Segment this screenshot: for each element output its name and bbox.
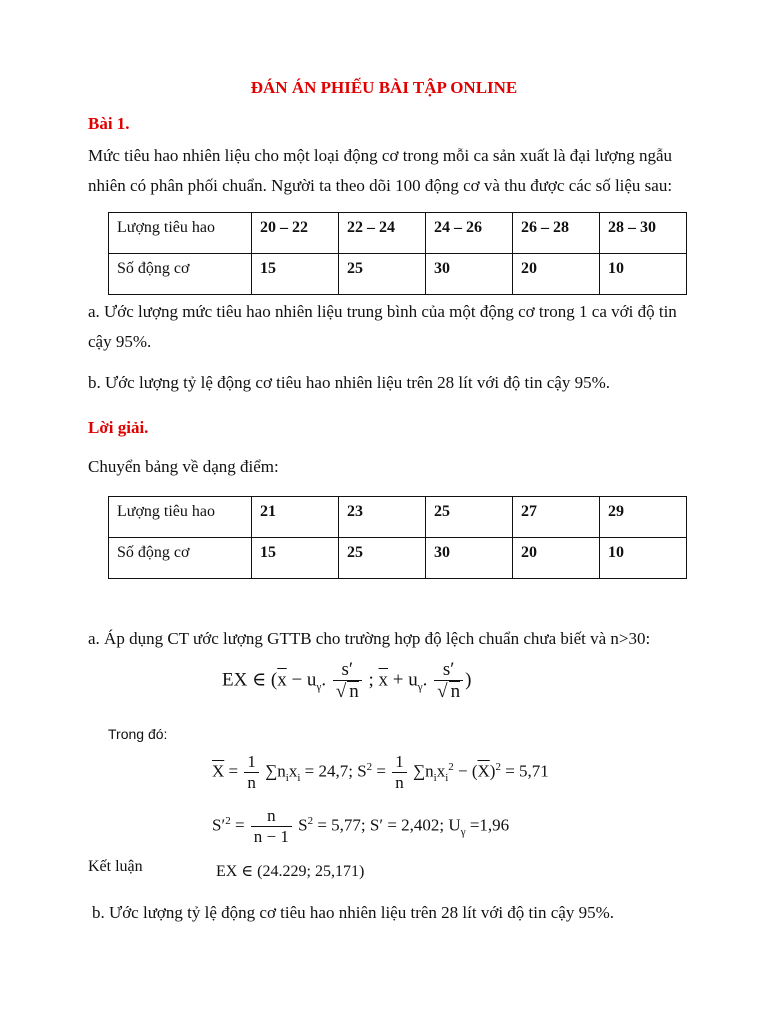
table-cell: 25 [339, 538, 426, 579]
table-row [109, 213, 687, 254]
u-gamma-value: =1,96 [469, 815, 510, 835]
bai1-heading: Bài 1. [88, 114, 130, 133]
table-cell: 20 [513, 254, 600, 295]
ket-luan-label: Kết luận [88, 858, 143, 875]
question-b: b. Ước lượng tỷ lệ động cơ tiêu hao nhiên liệu trên 28 lít với độ tin cậy 95%. [88, 373, 610, 392]
trong-do-label: Trong đó: [108, 726, 168, 742]
question-a [88, 297, 677, 357]
s-corr-value: = 2,402; [387, 815, 445, 835]
problem-line-2: nhiên có phân phối chuẩn. Người ta theo dõi 100 động cơ và thu được các số liệu sau: [88, 176, 673, 195]
table-cell: 10 [600, 254, 687, 295]
confidence-interval-formula: EX ∈ ($\overline{x} - u_\gamma$. $\frac{s'}{√ n}$ ; $\overline{x} + u_\gamma$. $\frac{s'}{√ n}$ ) [222, 659, 472, 702]
problem-line-1: Mức tiêu hao nhiên liệu cho một loại động cơ trong mỗi ca sản xuất là đại lượng ngẫu [88, 146, 673, 165]
table-cell-label: Số động cơ [109, 538, 252, 579]
table-cell: 15 [252, 254, 339, 295]
table-cell-label: Lượng tiêu hao [109, 213, 252, 254]
s2-value: = 5,71 [505, 761, 549, 781]
table-cell-label: Lượng tiêu hao [109, 497, 252, 538]
problem-text [88, 141, 672, 201]
table-cell: 25 [339, 254, 426, 295]
s2-corr-value: = 5,77; [317, 815, 366, 835]
mean-variance-formula: $\overline{X}$ = $\frac{1}{n}$ $\sum n_ix_i = 24,7$; $S^2$ = $\frac{1}{n}$ $\sum n_ix_i^2 - (\overline{X})^2 = 5,71$ [212, 752, 549, 792]
table-cell: 15 [252, 538, 339, 579]
table-cell-label: Số động cơ [109, 254, 252, 295]
corrected-variance-formula: $S'^2$ = $\frac{n}{n - 1}$ $S^2 = 5,77$; S′ = 2,402; $U_\gamma =1,96$ [212, 806, 510, 846]
table-cell: 30 [426, 254, 513, 295]
table-row [109, 538, 687, 579]
ket-luan-value: EX ∈ (24.229; 25,171) [216, 863, 365, 880]
table-cell: 30 [426, 538, 513, 579]
table-row [109, 497, 687, 538]
question-a-line-1: a. Ước lượng mức tiêu hao nhiên liệu trung bình của một động cơ trong 1 ca với độ tin [88, 302, 677, 321]
page-title: ĐÁN ÁN PHIẾU BÀI TẬP ONLINE [250, 78, 518, 97]
table-cell: 28 – 30 [600, 213, 687, 254]
table-cell: 22 – 24 [339, 213, 426, 254]
table-row [109, 254, 687, 295]
data-table-intervals [108, 212, 687, 295]
xbar-value: = 24,7; [304, 761, 353, 781]
table-cell: 10 [600, 538, 687, 579]
table-cell: 20 [513, 538, 600, 579]
table-cell: 20 – 22 [252, 213, 339, 254]
question-a-line-2: cậy 95%. [88, 332, 152, 351]
table-cell: 27 [513, 497, 600, 538]
part-a-text: a. Áp dụng CT ước lượng GTTB cho trường hợp độ lệch chuẩn chưa biết và n>30: [88, 629, 651, 648]
table-cell: 21 [252, 497, 339, 538]
table-cell: 26 – 28 [513, 213, 600, 254]
table-cell: 29 [600, 497, 687, 538]
table-cell: 23 [339, 497, 426, 538]
table-cell: 24 – 26 [426, 213, 513, 254]
part-b-text: b. Ước lượng tỷ lệ động cơ tiêu hao nhiên liệu trên 28 lít với độ tin cậy 95%. [92, 903, 614, 922]
solution-heading: Lời giải. [88, 418, 149, 437]
convert-text: Chuyển bảng về dạng điểm: [88, 457, 279, 476]
data-table-points [108, 496, 687, 579]
table-cell: 25 [426, 497, 513, 538]
